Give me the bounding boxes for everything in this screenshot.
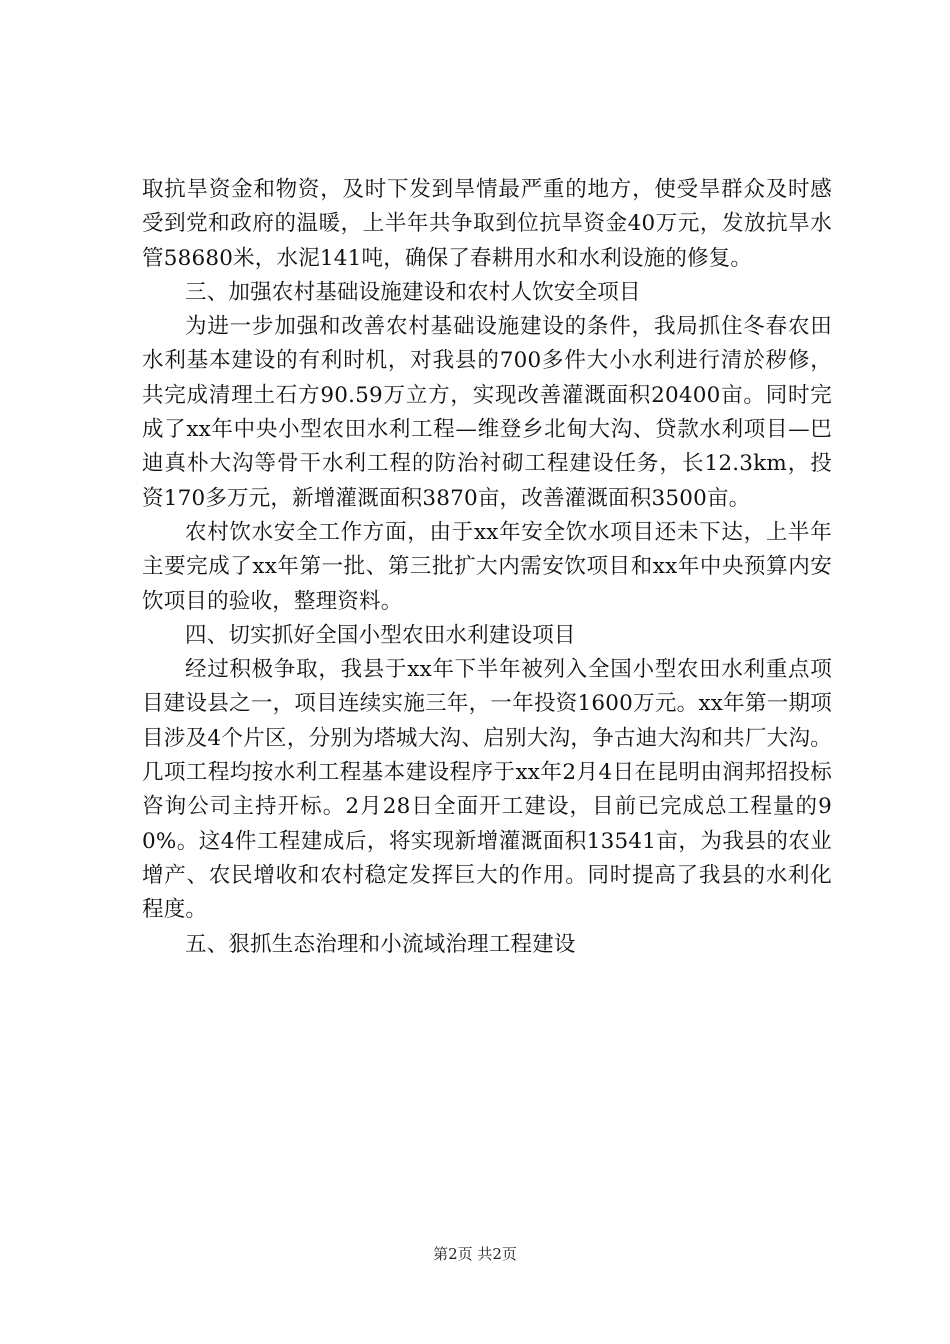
paragraph-drinking-water-safety: 农村饮水安全工作方面，由于xx年安全饮水项目还未下达，上半年主要完成了xx年第一批、第三批扩大内需安饮项目和xx年中央预算内安饮项目的验收，整理资料。 — [142, 519, 832, 614]
paragraph-infrastructure-works: 为进一步加强和改善农村基础设施建设的条件，我局抓住冬春农田水利基本建设的有利时机，对我县的700多件大小水利进行清於秽修，共完成清理土石方90.59万立方，实现改善灌溉面积20400亩。同时完成了xx年中央小型农田水利工程—维登乡北甸大沟、贷款水利项目—巴迪真朴大沟等骨干水利工程的防治衬砌工程建设任务，长12.3km，投资170多万元，新增灌溉面积3870亩，改善灌溉面积3500亩。 — [142, 314, 832, 511]
section-heading-small-irrigation: 四、切实抓好全国小型农田水利建设项目 — [185, 622, 576, 648]
page-number-footer: 第2页 共2页 — [433, 1245, 517, 1263]
paragraph-continued-drought-funds: 取抗旱资金和物资，及时下发到旱情最严重的地方，使受旱群众及时感受到党和政府的温暖，上半年共争取到位抗旱资金40万元，发放抗旱水管58680米，水泥141吨，确保了春耕用水和水利设施的修复。 — [142, 177, 832, 271]
document-body — [142, 173, 832, 962]
section-heading-ecological-governance: 五、狠抓生态治理和小流域治理工程建设 — [185, 931, 576, 957]
paragraph-small-irrigation-project: 经过积极争取，我县于xx年下半年被列入全国小型农田水利重点项目建设县之一，项目连续实施三年，一年投资1600万元。xx年第一期项目涉及4个片区，分别为塔城大沟、启别大沟，争古迪大沟和共厂大沟。几项工程均按水利工程基本建设程序于xx年2月4日在昆明由润邦招投标咨询公司主持开标。2月28日全面开工建设，目前已完成总工程量的90%。这4件工程建成后，将实现新增灌溉面积13541亩，为我县的农业增产、农民增收和农村稳定发挥巨大的作用。同时提高了我县的水利化程度。 — [142, 657, 832, 923]
section-heading-rural-infrastructure: 三、加强农村基础设施建设和农村人饮安全项目 — [185, 279, 641, 305]
